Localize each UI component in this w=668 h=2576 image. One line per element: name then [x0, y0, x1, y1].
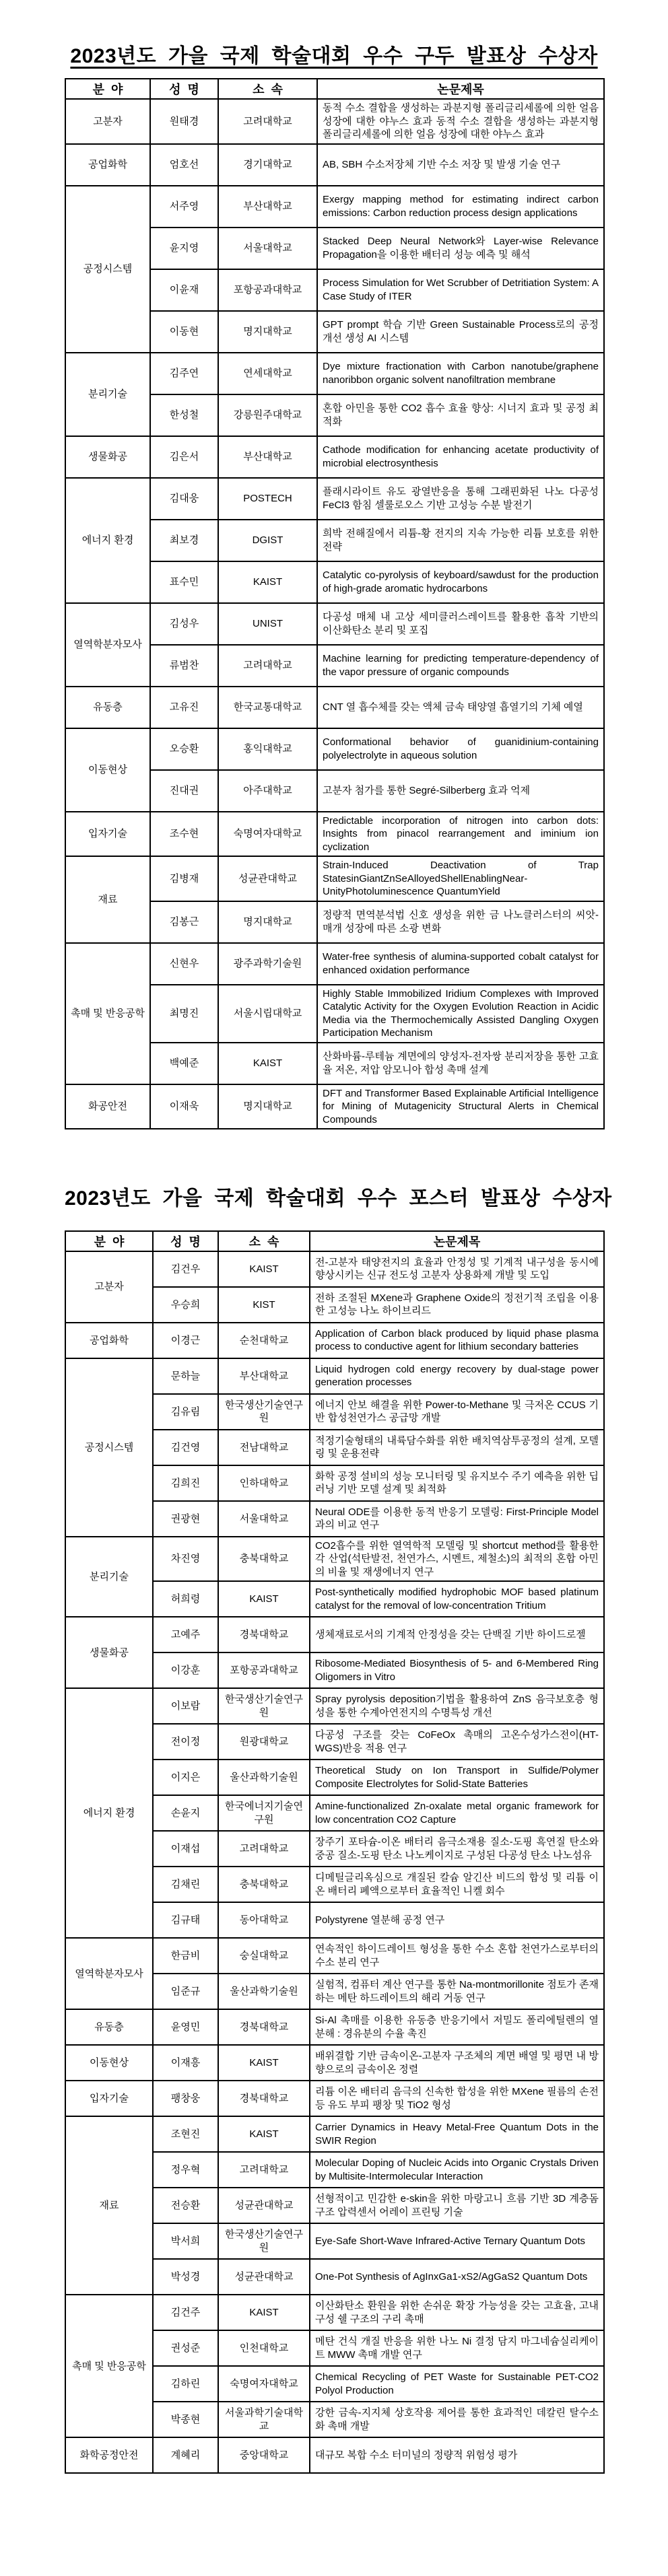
column-header: 소 속	[218, 79, 317, 99]
paper-title-cell: Dye mixture fractionation with Carbon nanotube/graphene nanoribbon organic solvent nanofiltration membrane	[317, 353, 604, 394]
award-row	[65, 186, 604, 228]
affiliation-cell: 한국생산기술연구원	[218, 2223, 310, 2259]
field-cell: 입자기술	[65, 812, 150, 857]
field-cell: 촉매 및 반응공학	[65, 2295, 153, 2437]
name-cell: 이보람	[153, 1688, 218, 1724]
name-cell: 이재섭	[153, 1831, 218, 1867]
affiliation-cell: 부산대학교	[218, 1358, 310, 1394]
field-cell: 공업화학	[65, 144, 150, 186]
paper-title-cell: 플래시라이트 유도 광열반응을 통해 그래핀화된 나노 다공성 FeCl3 함침 셀룰로오스 기반 고성능 수분 발전기	[317, 478, 604, 520]
affiliation-cell: 한국생산기술연구원	[218, 1394, 310, 1430]
affiliation-cell: 서울과학기술대학교	[218, 2402, 310, 2437]
affiliation-cell: 아주대학교	[218, 770, 317, 812]
paper-title-cell: 전하 조절된 MXene과 Graphene Oxide의 정전기적 조립을 이용한 고성능 나노 하이브리드	[310, 1287, 604, 1323]
affiliation-cell: 숙명여자대학교	[218, 2366, 310, 2402]
award-row	[65, 144, 604, 186]
affiliation-cell: 경기대학교	[218, 144, 317, 186]
affiliation-cell: 동아대학교	[218, 1902, 310, 1938]
name-cell: 김건우	[153, 1251, 218, 1287]
paper-title-cell: Molecular Doping of Nucleic Acids into Organic Crystals Driven by Multisite-Intermolecular Interaction	[310, 2152, 604, 2188]
paper-title-cell: 산화바륨-루테늄 계면에의 양성자-전자쌍 분리저장을 통한 고효율 저온, 저압 암모니아 합성 촉매 설계	[317, 1043, 604, 1084]
paper-title-cell: 선형적이고 민감한 e-skin을 위한 마랑고니 흐름 기반 3D 계층돔 구조 압력센서 어레이 프린팅 기술	[310, 2188, 604, 2223]
field-cell: 열역학분자모사	[65, 603, 150, 687]
field-cell: 고분자	[65, 99, 150, 144]
award-row	[65, 687, 604, 728]
award-row	[65, 478, 604, 520]
name-cell: 김은서	[150, 436, 218, 478]
paper-title-cell: 장주기 포타슘-이온 배터리 음극소재용 질소-도핑 흑연질 탄소와 중공 질소-도핑 탄소 나노케이지로 구성된 다공성 탄소 나노섬유	[310, 1831, 604, 1867]
paper-title-cell: 대규모 복합 수소 터미널의 정량적 위험성 평가	[310, 2437, 604, 2473]
affiliation-cell: 충북대학교	[218, 1867, 310, 1902]
name-cell: 엄호선	[150, 144, 218, 186]
paper-title-cell: Cathode modification for enhancing acetate productivity of microbial electrosynthesis	[317, 436, 604, 478]
oral-awards-section	[65, 44, 603, 1129]
award-row	[65, 1938, 604, 1974]
column-header: 소 속	[218, 1231, 310, 1251]
paper-title-cell: Si-Al 촉매를 이용한 유동층 반응기에서 저밀도 폴리에틸렌의 열분해 : 경유분의 수율 촉진	[310, 2009, 604, 2045]
field-cell: 공정시스템	[65, 1358, 153, 1537]
poster-awards-table	[65, 1230, 605, 2474]
field-cell: 공업화학	[65, 1323, 153, 1358]
name-cell: 표수민	[150, 561, 218, 603]
name-cell: 김대웅	[150, 478, 218, 520]
affiliation-cell: 경북대학교	[218, 2081, 310, 2116]
name-cell: 이윤재	[150, 269, 218, 311]
field-cell: 입자기술	[65, 2081, 153, 2116]
column-header: 논문제목	[317, 79, 604, 99]
name-cell: 계혜리	[153, 2437, 218, 2473]
affiliation-cell: 고려대학교	[218, 645, 317, 687]
affiliation-cell: 연세대학교	[218, 353, 317, 394]
affiliation-cell: 경북대학교	[218, 1617, 310, 1652]
affiliation-cell: 인하대학교	[218, 1465, 310, 1501]
affiliation-cell: KAIST	[218, 1251, 310, 1287]
paper-title-cell: 화학 공정 설비의 성능 모니터링 및 유지보수 주기 예측을 위한 딥러닝 기반 모델 설계 및 최적화	[310, 1465, 604, 1501]
name-cell: 백예준	[150, 1043, 218, 1084]
affiliation-cell: 성균관대학교	[218, 2259, 310, 2295]
affiliation-cell: 고려대학교	[218, 1831, 310, 1867]
paper-title-cell: GPT prompt 학습 기반 Green Sustainable Process로의 공정 개선 생성 AI 시스템	[317, 311, 604, 353]
column-header: 성 명	[150, 79, 218, 99]
name-cell: 진대권	[150, 770, 218, 812]
field-cell: 분리기술	[65, 1537, 153, 1617]
name-cell: 윤지영	[150, 228, 218, 269]
name-cell: 오승환	[150, 728, 218, 770]
name-cell: 차진영	[153, 1537, 218, 1582]
name-cell: 이재욱	[150, 1084, 218, 1129]
paper-title-cell: 전-고분자 태양전지의 효율과 안정성 및 기계적 내구성을 동시에 향상시키는 신규 전도성 고분자 상용화제 개발 및 도입	[310, 1251, 604, 1287]
award-row	[65, 1084, 604, 1129]
name-cell: 우승희	[153, 1287, 218, 1323]
affiliation-cell: 부산대학교	[218, 186, 317, 228]
affiliation-cell: KAIST	[218, 561, 317, 603]
name-cell: 이강훈	[153, 1652, 218, 1688]
paper-title-cell: DFT and Transformer Based Explainable Artificial Intelligence for Mining of Mutagenicity Structural Alerts in Chemical Compounds	[317, 1084, 604, 1129]
name-cell: 고예주	[153, 1617, 218, 1652]
poster-awards-section	[65, 1187, 612, 2474]
poster-awards-title: 2023년도 가을 국제 학술대회 우수 포스터 발표상 수상자	[65, 1187, 612, 1210]
affiliation-cell: 한국생산기술연구원	[218, 1688, 310, 1724]
header-row	[65, 1231, 604, 1251]
name-cell: 정우혁	[153, 2152, 218, 2188]
name-cell: 신현우	[150, 943, 218, 985]
affiliation-cell: 울산과학기술원	[218, 1760, 310, 1795]
award-row	[65, 812, 604, 857]
award-row	[65, 1688, 604, 1724]
paper-title-cell: Stacked Deep Neural Network와 Layer-wise Relevance Propagation을 이용한 배터리 성능 예측 및 해석	[317, 228, 604, 269]
header-row	[65, 79, 604, 99]
name-cell: 원태경	[150, 99, 218, 144]
name-cell: 조수현	[150, 812, 218, 857]
affiliation-cell: 포항공과대학교	[218, 269, 317, 311]
affiliation-cell: KAIST	[218, 1581, 310, 1617]
paper-title-cell: Predictable incorporation of nitrogen into carbon dots: Insights from pinacol rearrangement and iminium ion cyclization	[317, 812, 604, 857]
field-cell: 화학공정안전	[65, 2437, 153, 2473]
field-cell: 공정시스템	[65, 186, 150, 353]
paper-title-cell: Water-free synthesis of alumina-supported cobalt catalyst for enhanced oxidation performance	[317, 943, 604, 985]
affiliation-cell: 서울시립대학교	[218, 985, 317, 1043]
name-cell: 김건주	[153, 2295, 218, 2330]
name-cell: 최명진	[150, 985, 218, 1043]
name-cell: 이지은	[153, 1760, 218, 1795]
name-cell: 문하늘	[153, 1358, 218, 1394]
name-cell: 전승환	[153, 2188, 218, 2223]
affiliation-cell: 한국교통대학교	[218, 687, 317, 728]
affiliation-cell: 성균관대학교	[218, 856, 317, 901]
field-cell: 열역학분자모사	[65, 1938, 153, 2009]
paper-title-cell: 메탄 건식 개질 반응을 위한 나노 Ni 결정 담지 마그네슘실리케이트 MWW 촉매 개발 연구	[310, 2330, 604, 2366]
field-cell: 생물화공	[65, 436, 150, 478]
affiliation-cell: 포항공과대학교	[218, 1652, 310, 1688]
paper-title-cell: 정량적 면역분석법 신호 생성을 위한 금 나노클러스터의 씨앗-매개 성장에 따른 소광 변화	[317, 901, 604, 943]
paper-title-cell: 실험적, 컴퓨터 계산 연구를 통한 Na-montmorillonite 점토가 존재하는 메탄 하드레이트의 해리 거동 연구	[310, 1974, 604, 2009]
paper-title-cell: Liquid hydrogen cold energy recovery by dual-stage power generation processes	[310, 1358, 604, 1394]
field-cell: 재료	[65, 2116, 153, 2295]
field-cell: 에너지 환경	[65, 478, 150, 603]
paper-title-cell: Spray pyrolysis deposition기법을 활용하여 ZnS 음극보호층 형성을 통한 수계아연전지의 수명특성 개선	[310, 1688, 604, 1724]
field-cell: 생물화공	[65, 1617, 153, 1688]
paper-title-cell: 다공성 구조를 갖는 CoFeOx 촉매의 고온수성가스전이(HT-WGS)반응 적용 연구	[310, 1724, 604, 1760]
affiliation-cell: 서울대학교	[218, 228, 317, 269]
name-cell: 한금비	[153, 1938, 218, 1974]
award-row	[65, 1358, 604, 1394]
paper-title-cell: Application of Carbon black produced by liquid phase plasma process to conductive agent for lithium secondary batteries	[310, 1323, 604, 1358]
award-row	[65, 1251, 604, 1287]
name-cell: 김희진	[153, 1465, 218, 1501]
column-header: 논문제목	[310, 1231, 604, 1251]
field-cell: 에너지 환경	[65, 1688, 153, 1938]
field-cell: 유동층	[65, 2009, 153, 2045]
affiliation-cell: KAIST	[218, 2045, 310, 2081]
award-row	[65, 2116, 604, 2152]
affiliation-cell: 강릉원주대학교	[218, 394, 317, 436]
field-cell: 고분자	[65, 1251, 153, 1323]
affiliation-cell: 서울대학교	[218, 1501, 310, 1537]
paper-title-cell: 동적 수소 결합을 생성하는 과분지형 폴리글리세롤에 의한 얼음 성장에 대한 야누스 효과 동적 수소 결합을 생성하는 과분지형 폴리글리세롤에 의한 얼음 성장에 대한 야누스 효과	[317, 99, 604, 144]
paper-title-cell: Strain-Induced Deactivation of Trap StatesinGiantZnSeAlloyedShellEnablingNear-UnityPhotoluminescence QuantumYield	[317, 856, 604, 901]
affiliation-cell: 숭실대학교	[218, 1938, 310, 1974]
award-row	[65, 856, 604, 901]
paper-title-cell: CNT 열 흡수체를 갖는 액체 금속 태양열 흡열기의 기체 예열	[317, 687, 604, 728]
poster-table-body	[65, 1251, 604, 2474]
paper-title-cell: 다공성 매체 내 고상 세미클러스레이트를 활용한 흡착 기반의 이산화탄소 분리 및 포집	[317, 603, 604, 645]
field-cell: 이동현상	[65, 2045, 153, 2081]
affiliation-cell: 경북대학교	[218, 2009, 310, 2045]
award-row	[65, 99, 604, 144]
paper-title-cell: Amine-functionalized Zn-oxalate metal organic framework for low concentration CO2 Capture	[310, 1795, 604, 1831]
field-cell: 촉매 및 반응공학	[65, 943, 150, 1084]
oral-table-body	[65, 99, 604, 1129]
award-row	[65, 2045, 604, 2081]
field-cell: 분리기술	[65, 353, 150, 436]
affiliation-cell: 고려대학교	[218, 2152, 310, 2188]
affiliation-cell: 성균관대학교	[218, 2188, 310, 2223]
affiliation-cell: KIST	[218, 1287, 310, 1323]
award-row	[65, 1537, 604, 1582]
paper-title-cell: Process Simulation for Wet Scrubber of Detritiation System: A Case Study of ITER	[317, 269, 604, 311]
paper-title-cell: AB, SBH 수소저장체 기반 수소 저장 및 발생 기술 연구	[317, 144, 604, 186]
paper-title-cell: 생체재료로서의 기계적 안정성을 갖는 단백질 기반 하이드로젤	[310, 1617, 604, 1652]
award-row	[65, 436, 604, 478]
award-row	[65, 2009, 604, 2045]
field-cell: 이동현상	[65, 728, 150, 812]
paper-title-cell: Eye-Safe Short-Wave Infrared-Active Ternary Quantum Dots	[310, 2223, 604, 2259]
affiliation-cell: UNIST	[218, 603, 317, 645]
award-row	[65, 728, 604, 770]
paper-title-cell: Chemical Recycling of PET Waste for Sustainable PET-CO2 Polyol Production	[310, 2366, 604, 2402]
name-cell: 고유진	[150, 687, 218, 728]
affiliation-cell: 한국에너지기술연구원	[218, 1795, 310, 1831]
affiliation-cell: 홍익대학교	[218, 728, 317, 770]
affiliation-cell: 인천대학교	[218, 2330, 310, 2366]
name-cell: 권광현	[153, 1501, 218, 1537]
affiliation-cell: 부산대학교	[218, 436, 317, 478]
poster-table-header	[65, 1231, 604, 1251]
name-cell: 서주영	[150, 186, 218, 228]
name-cell: 한성철	[150, 394, 218, 436]
name-cell: 최보경	[150, 520, 218, 561]
name-cell: 이재흥	[153, 2045, 218, 2081]
field-cell: 유동층	[65, 687, 150, 728]
affiliation-cell: DGIST	[218, 520, 317, 561]
award-row	[65, 943, 604, 985]
oral-awards-table	[65, 78, 605, 1129]
name-cell: 김규태	[153, 1902, 218, 1938]
name-cell: 윤영민	[153, 2009, 218, 2045]
name-cell: 김하린	[153, 2366, 218, 2402]
paper-title-cell: 배위결합 기반 금속이온-고분자 구조체의 계면 배열 및 평면 내 방향으로의 금속이온 정렬	[310, 2045, 604, 2081]
paper-title-cell: 적정기술형태의 내륙담수화를 위한 배치역삼투공정의 설계, 모델링 및 운용전략	[310, 1430, 604, 1465]
award-row	[65, 1323, 604, 1358]
paper-title-cell: 디메틸글리옥심으로 개질된 칼슘 알긴산 비드의 합성 및 리튬 이온 배터리 폐액으로부터 효율적인 니켈 회수	[310, 1867, 604, 1902]
paper-title-cell: One-Pot Synthesis of AgInxGa1-xS2/AgGaS2 Quantum Dots	[310, 2259, 604, 2295]
name-cell: 박성경	[153, 2259, 218, 2295]
name-cell: 김유림	[153, 1394, 218, 1430]
name-cell: 김성우	[150, 603, 218, 645]
paper-title-cell: Polystyrene 열분해 공정 연구	[310, 1902, 604, 1938]
paper-title-cell: 연속적인 하이드레이트 형성을 통한 수소 혼합 천연가스로부터의 수소 분리 연구	[310, 1938, 604, 1974]
paper-title-cell: Exergy mapping method for estimating indirect carbon emissions: Carbon reduction process design applications	[317, 186, 604, 228]
affiliation-cell: 충북대학교	[218, 1537, 310, 1582]
oral-table-header	[65, 79, 604, 99]
paper-title-cell: Ribosome-Mediated Biosynthesis of 5- and 6-Membered Ring Oligomers in Vitro	[310, 1652, 604, 1688]
name-cell: 이동현	[150, 311, 218, 353]
paper-title-cell: Highly Stable Immobilized Iridium Complexes with Improved Catalytic Activity for the Oxygen Evolution Reaction in Acidic Media via the Thermochemically Assisted Dangling Oxygen Participation Mechanism	[317, 985, 604, 1043]
affiliation-cell: KAIST	[218, 2116, 310, 2152]
award-row	[65, 603, 604, 645]
name-cell: 손윤지	[153, 1795, 218, 1831]
award-row	[65, 353, 604, 394]
paper-title-cell: Machine learning for predicting temperature-dependency of the vapor pressure of organic compounds	[317, 645, 604, 687]
name-cell: 조현진	[153, 2116, 218, 2152]
affiliation-cell: 명지대학교	[218, 1084, 317, 1129]
name-cell: 이경근	[153, 1323, 218, 1358]
award-row	[65, 2081, 604, 2116]
name-cell: 팽창웅	[153, 2081, 218, 2116]
paper-title-cell: 고분자 첨가를 통한 Segré-Silberberg 효과 억제	[317, 770, 604, 812]
name-cell: 임준규	[153, 1974, 218, 2009]
name-cell: 김병재	[150, 856, 218, 901]
award-row	[65, 2295, 604, 2330]
affiliation-cell: 명지대학교	[218, 311, 317, 353]
oral-awards-title: 2023년도 가을 국제 학술대회 우수 구두 발표상 수상자	[70, 45, 598, 67]
affiliation-cell: 원광대학교	[218, 1724, 310, 1760]
column-header: 성 명	[153, 1231, 218, 1251]
affiliation-cell: 고려대학교	[218, 99, 317, 144]
affiliation-cell: 전남대학교	[218, 1430, 310, 1465]
paper-title-cell: Theoretical Study on Ion Transport in Sulfide/Polymer Composite Electrolytes for Solid-State Batteries	[310, 1760, 604, 1795]
name-cell: 전이정	[153, 1724, 218, 1760]
affiliation-cell: POSTECH	[218, 478, 317, 520]
paper-title-cell: Carrier Dynamics in Heavy Metal-Free Quantum Dots in the SWIR Region	[310, 2116, 604, 2152]
affiliation-cell: 숙명여자대학교	[218, 812, 317, 857]
affiliation-cell: 명지대학교	[218, 901, 317, 943]
paper-title-cell: CO2흡수를 위한 열역학적 모델링 및 shortcut method를 활용한 각 산업(석탄발전, 천연가스, 시멘트, 제철소)의 최적의 혼합 아민의 비율 및 재생에너지 연구	[310, 1537, 604, 1582]
paper-title-cell: 리튬 이온 배터리 음극의 신속한 합성을 위한 MXene 필름의 손전등 유도 부피 팽창 및 TiO2 형성	[310, 2081, 604, 2116]
paper-title-cell: 희박 전해질에서 리튬-황 전지의 지속 가능한 리튬 보호를 위한 전략	[317, 520, 604, 561]
column-header: 분 야	[65, 79, 150, 99]
affiliation-cell: 중앙대학교	[218, 2437, 310, 2473]
paper-title-cell: 이산화탄소 환원을 위한 손쉬운 확장 가능성을 갖는 고효율, 고내구성 쉘 구조의 구리 촉매	[310, 2295, 604, 2330]
award-row	[65, 1617, 604, 1652]
name-cell: 김주연	[150, 353, 218, 394]
name-cell: 권성준	[153, 2330, 218, 2366]
paper-title-cell: 혼합 아민을 통한 CO2 흡수 효율 향상: 시너지 효과 및 공정 최적화	[317, 394, 604, 436]
paper-title-cell: Conformational behavior of guanidinium-containing polyelectrolyte in aqueous solution	[317, 728, 604, 770]
paper-title-cell: Post-synthetically modified hydrophobic MOF based platinum catalyst for the removal of low-concentration Tritium	[310, 1581, 604, 1617]
field-cell: 재료	[65, 856, 150, 943]
affiliation-cell: KAIST	[218, 1043, 317, 1084]
name-cell: 박종현	[153, 2402, 218, 2437]
name-cell: 김봉근	[150, 901, 218, 943]
affiliation-cell: 순천대학교	[218, 1323, 310, 1358]
field-cell: 화공안전	[65, 1084, 150, 1129]
paper-title-cell: Neural ODE를 이용한 동적 반응기 모델링: First-Principle Model과의 비교 연구	[310, 1501, 604, 1537]
award-row	[65, 2437, 604, 2473]
name-cell: 류범찬	[150, 645, 218, 687]
paper-title-cell: 강한 금속-지지체 상호작용 제어를 통한 효과적인 데칼린 탈수소화 촉매 개발	[310, 2402, 604, 2437]
paper-title-cell: 에너지 안보 해결을 위한 Power-to-Methane 및 극저온 CCUS 기반 합성천연가스 공급망 개발	[310, 1394, 604, 1430]
affiliation-cell: KAIST	[218, 2295, 310, 2330]
paper-title-cell: Catalytic co-pyrolysis of keyboard/sawdust for the production of high-grade aromatic hydrocarbons	[317, 561, 604, 603]
name-cell: 박서희	[153, 2223, 218, 2259]
affiliation-cell: 광주과학기술원	[218, 943, 317, 985]
name-cell: 김채린	[153, 1867, 218, 1902]
affiliation-cell: 울산과학기술원	[218, 1974, 310, 2009]
name-cell: 김건영	[153, 1430, 218, 1465]
name-cell: 허희령	[153, 1581, 218, 1617]
column-header: 분 야	[65, 1231, 153, 1251]
